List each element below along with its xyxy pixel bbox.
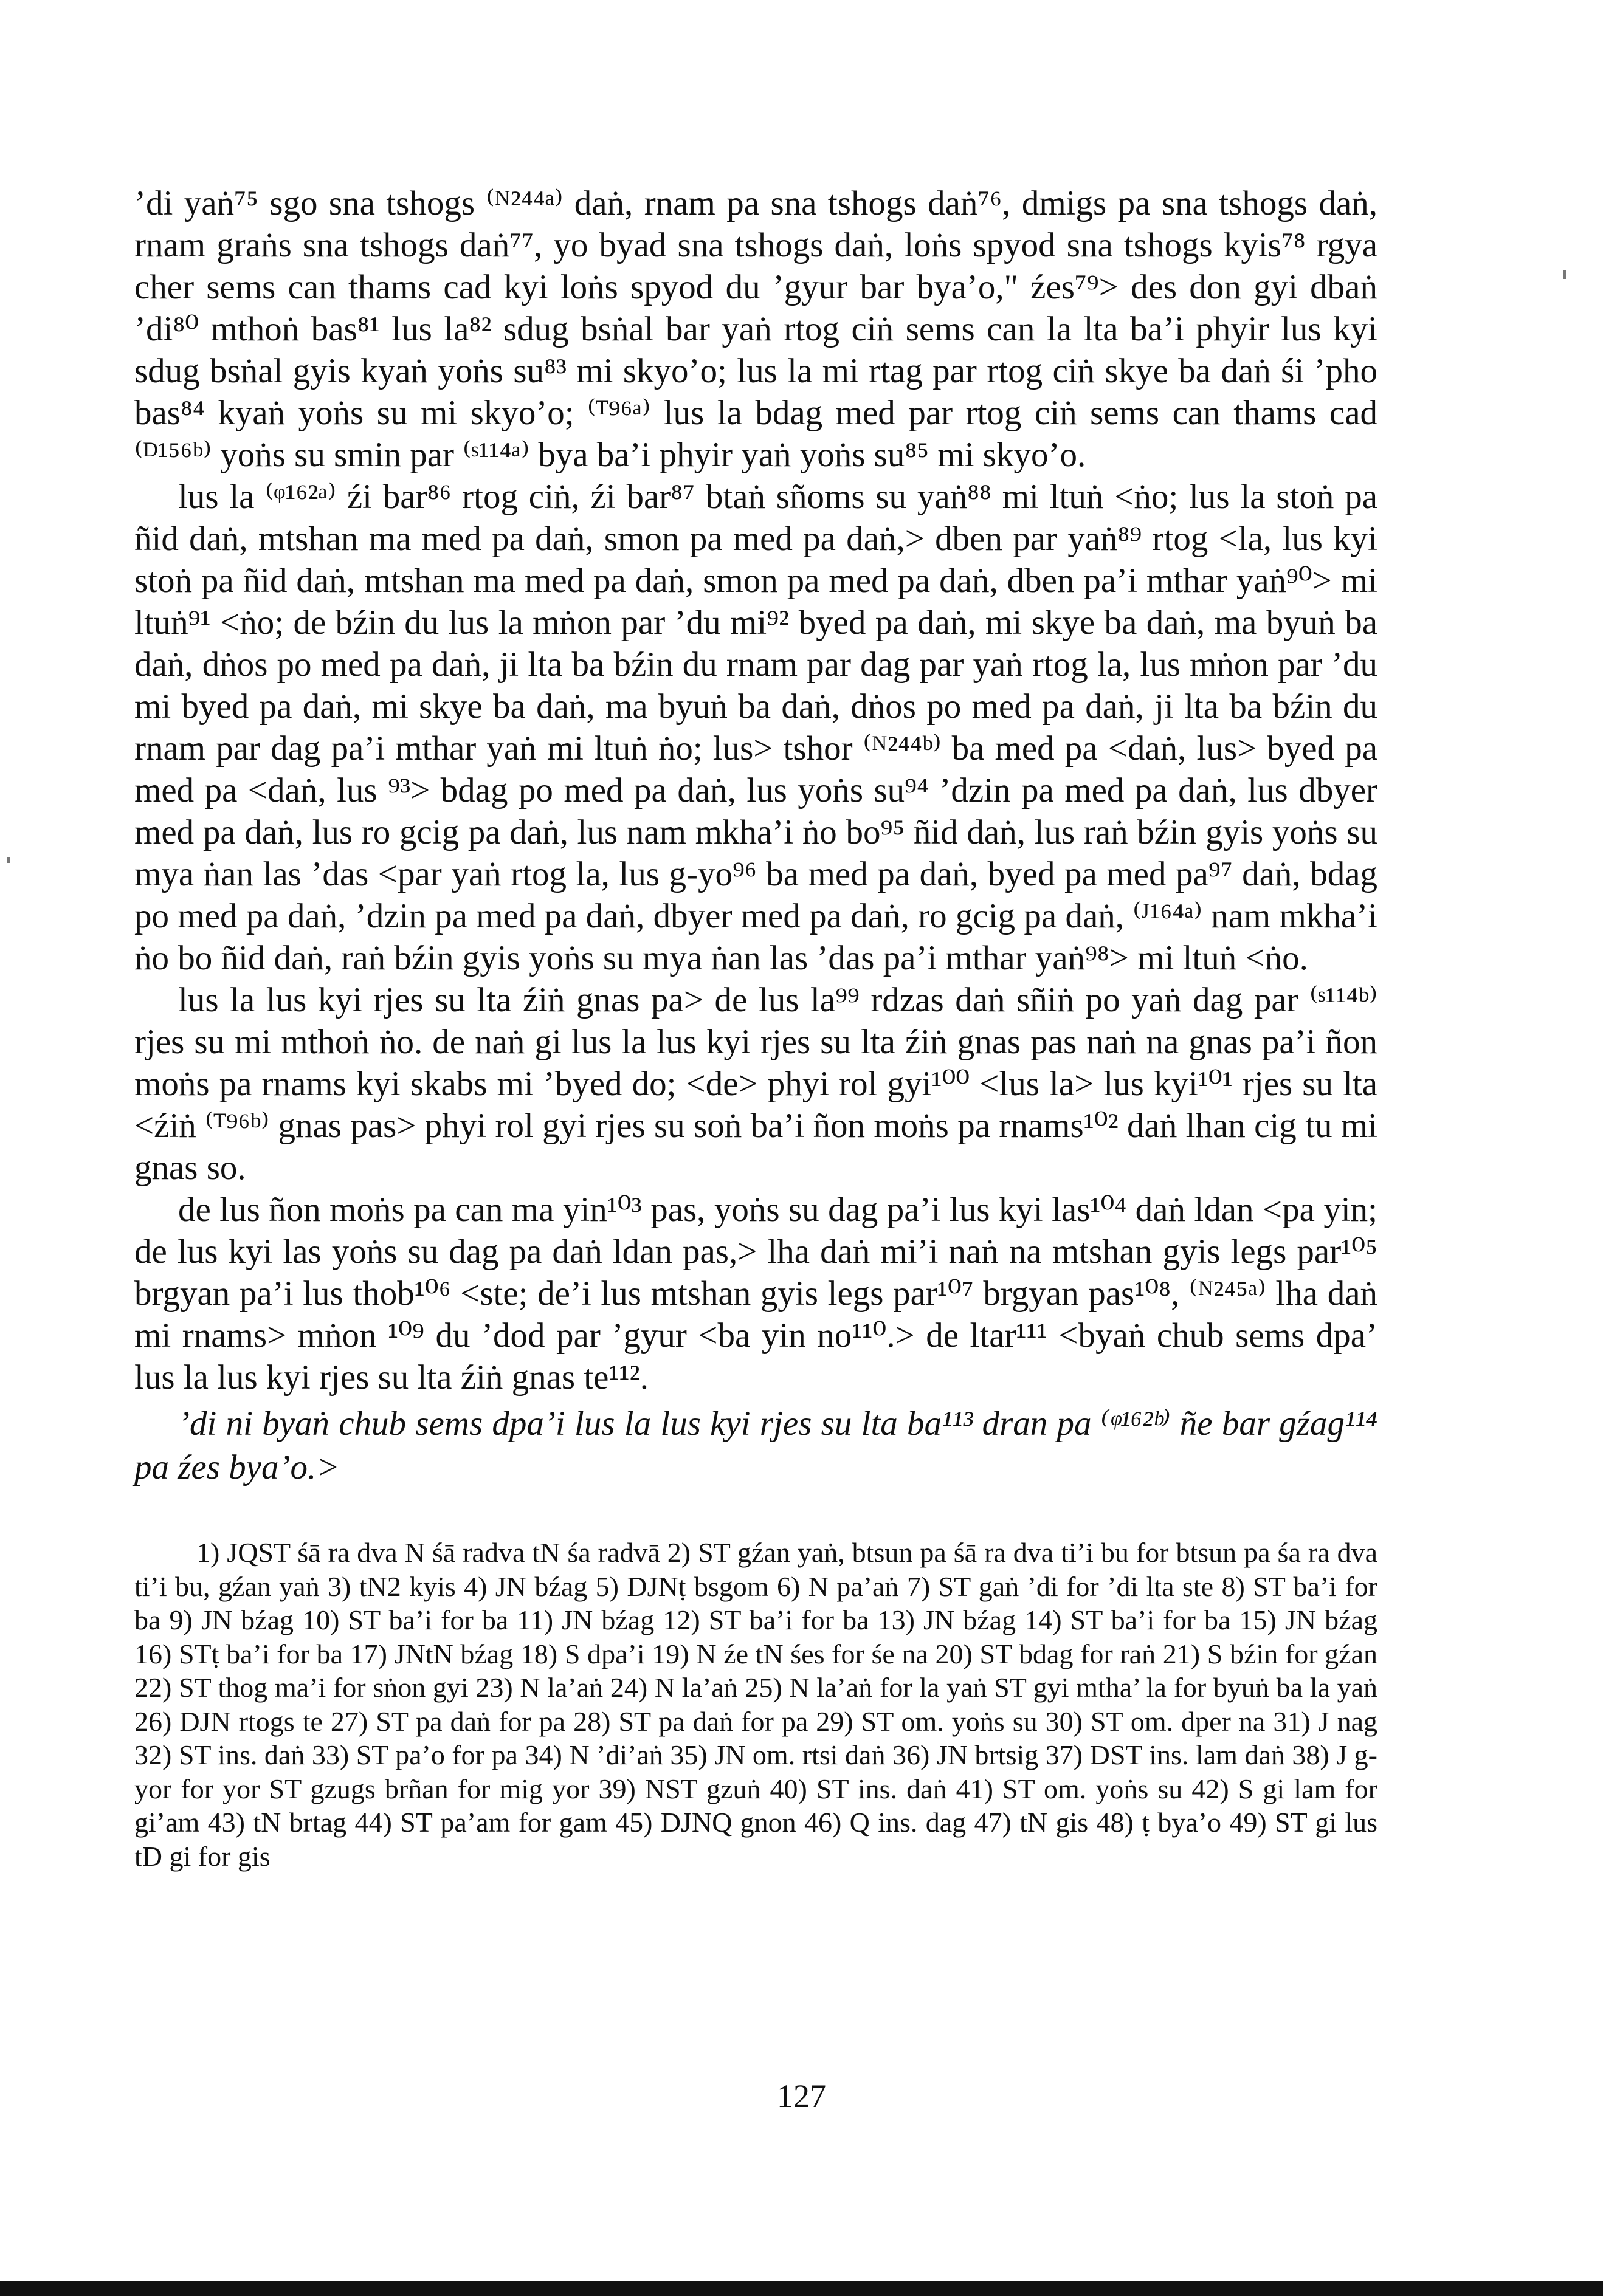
page-number: 127: [777, 2078, 826, 2114]
scan-bottom-edge: [0, 2281, 1603, 2296]
footnotes: [134, 1536, 1377, 1873]
main-text: [134, 182, 1377, 1490]
scan-speck: [7, 857, 10, 863]
paragraph: lus la ⁽ᵠ¹⁶²ᵃ⁾ źi bar⁸⁶ rtog ciṅ, źi bar⁸⁷ btaṅ sñoms su yaṅ⁸⁸ mi ltuṅ <ṅo; lus la stoṅ pa ñid daṅ, mtshan ma med pa daṅ, smon pa med pa daṅ,> dben par yaṅ⁸⁹ rtog <la, lus kyi stoṅ pa ñid daṅ, mtshan ma med pa daṅ, smon pa med pa daṅ, dben pa’i mthar yaṅ⁹⁰> mi ltuṅ⁹¹ <ṅo; de bźin du lus la mṅon par ’du mi⁹² byed pa daṅ, mi skye ba daṅ, ma byuṅ ba daṅ, dṅos po med pa daṅ, ji lta ba bźin du rnam par dag par yaṅ rtog la, lus mṅon par ’du mi byed pa daṅ, mi skye ba daṅ, ma byuṅ ba daṅ, dṅos po med pa daṅ, ji lta ba bźin du rnam par dag pa’i mthar yaṅ mi ltuṅ ṅo; lus> tshor ⁽ᴺ²⁴⁴ᵇ⁾ ba med pa <daṅ, lus> byed pa med pa <daṅ, lus ⁹³> bdag po med pa daṅ, lus yoṅs su⁹⁴ ’dzin pa med pa daṅ, lus dbyer med pa daṅ, lus ro gcig pa daṅ, lus nam mkha’i ṅo bo⁹⁵ ñid daṅ, lus raṅ bźin gyis yoṅs su mya ṅan las ’das <par yaṅ rtog la, lus g-yo⁹⁶ ba med pa daṅ, byed pa med pa⁹⁷ daṅ, bdag po med pa daṅ, ’dzin pa med pa daṅ, dbyer med pa daṅ, ro gcig pa daṅ, ⁽ᴶ¹⁶⁴ᵃ⁾ nam mkha’i ṅo bo ñid daṅ, raṅ bźin gyis yoṅs su mya ṅan las ’das pa’i mthar yaṅ⁹⁸> mi ltuṅ <ṅo.: [134, 478, 1377, 977]
scan-speck: [1563, 270, 1566, 279]
footnote-block: 1) JQST śā ra dva N śā radva tN śa radvā 2) ST gźan yaṅ, btsun pa śā ra dva ti’i bu for btsun pa śa ra dva ti’i bu, gźan yaṅ 3) tN2 kyis 4) JN bźag 5) DJNṭ bsgom 6) N pa’aṅ 7) ST gaṅ ’di for ’di lta ste 8) ST ba’i for ba 9) JN bźag 10) ST ba’i for ba 11) JN bźag 12) ST ba’i for ba 13) JN bźag 14) ST ba’i for ba 15) JN bźag 16) STṭ ba’i for ba 17) JNtN bźag 18) S dpa’i 19) N źe tN śes for śe na 20) ST bdag for raṅ 21) S bźin for gźan 22) ST thog ma’i for sṅon gyi 23) N la’aṅ 24) N la’aṅ 25) N la’aṅ for la yaṅ ST gyi mtha’ la for byuṅ ba la yaṅ 26) DJN rtogs te 27) ST pa daṅ for pa 28) ST pa daṅ for pa 29) ST om. yoṅs su 30) ST om. dper na 31) J nag 32) ST ins. daṅ 33) ST pa’o for pa 34) N ’di’aṅ 35) JN om. rtsi daṅ 36) JN brtsig 37) DST ins. lam daṅ 38) J g-yor for yor ST gzugs brñan for mig yor 39) NST gzuṅ 40) ST ins. daṅ 41) ST om. yoṅs su 42) S gi lam for gi’am 43) tN brtag 44) ST pa’am for gam 45) DJNQ gnon 46) Q ins. dag 47) tN gis 48) ṭ bya’o 49) ST gi lus tD gi for gis: [134, 1537, 1377, 1872]
page-body: [134, 182, 1377, 1873]
paragraph: lus la lus kyi rjes su lta źiṅ gnas pa> de lus la⁹⁹ rdzas daṅ sñiṅ po yaṅ dag par ⁽ˢ¹¹⁴ᵇ⁾ rjes su mi mthoṅ ṅo. de naṅ gi lus la lus kyi rjes su lta źiṅ gnas pas naṅ na gnas pa’i ñon moṅs pa rnams kyi skabs mi ’byed do; <de> phyi rol gyi¹⁰⁰ <lus la> lus kyi¹⁰¹ rjes su lta <źiṅ ⁽ᵀ⁹⁶ᵇ⁾ gnas pas> phyi rol gyi rjes su soṅ ba’i ñon moṅs pa rnams¹⁰² daṅ lhan cig tu mi gnas so.: [134, 981, 1377, 1187]
paragraph: ’di yaṅ⁷⁵ sgo sna tshogs ⁽ᴺ²⁴⁴ᵃ⁾ daṅ, rnam pa sna tshogs daṅ⁷⁶, dmigs pa sna tshogs daṅ, rnam graṅs sna tshogs daṅ⁷⁷, yo byad sna tshogs daṅ, loṅs spyod sna tshogs kyis⁷⁸ rgya cher sems can thams cad kyi loṅs spyod du ’gyur bar bya’o," źes⁷⁹> des don gyi dbaṅ ’di⁸⁰ mthoṅ bas⁸¹ lus la⁸² sdug bsṅal bar yaṅ rtog ciṅ sems can la lta ba’i phyir lus kyi sdug bsṅal gyis kyaṅ yoṅs su⁸³ mi skyo’o; lus la mi rtag par rtog ciṅ skye ba daṅ śi ’pho bas⁸⁴ kyaṅ yoṅs su mi skyo’o; ⁽ᵀ⁹⁶ᵃ⁾ lus la bdag med par rtog ciṅ sems can thams cad ⁽ᴰ¹⁵⁶ᵇ⁾ yoṅs su smin par ⁽ˢ¹¹⁴ᵃ⁾ bya ba’i phyir yaṅ yoṅs su⁸⁵ mi skyo’o.: [134, 184, 1377, 474]
verse-colophon: ’di ni byaṅ chub sems dpa’i lus la lus kyi rjes su lta ba¹¹³ dran pa ⁽ᵠ¹⁶²ᵇ⁾ ñe bar gźag¹¹⁴ pa źes bya’o.>: [134, 1404, 1377, 1487]
paragraph: de lus ñon moṅs pa can ma yin¹⁰³ pas, yoṅs su dag pa’i lus kyi las¹⁰⁴ daṅ ldan <pa yin; de lus kyi las yoṅs su dag pa daṅ ldan pas,> lha daṅ mi’i naṅ na mtshan gyis legs par¹⁰⁵ brgyan pa’i lus thob¹⁰⁶ <ste; de’i lus mtshan gyis legs par¹⁰⁷ brgyan pas¹⁰⁸, ⁽ᴺ²⁴⁵ᵃ⁾ lha daṅ mi rnams> mṅon ¹⁰⁹ du ’dod par ’gyur <ba yin no¹¹⁰.> de ltar¹¹¹ <byaṅ chub sems dpa’ lus la lus kyi rjes su lta źiṅ gnas te¹¹².: [134, 1191, 1377, 1397]
